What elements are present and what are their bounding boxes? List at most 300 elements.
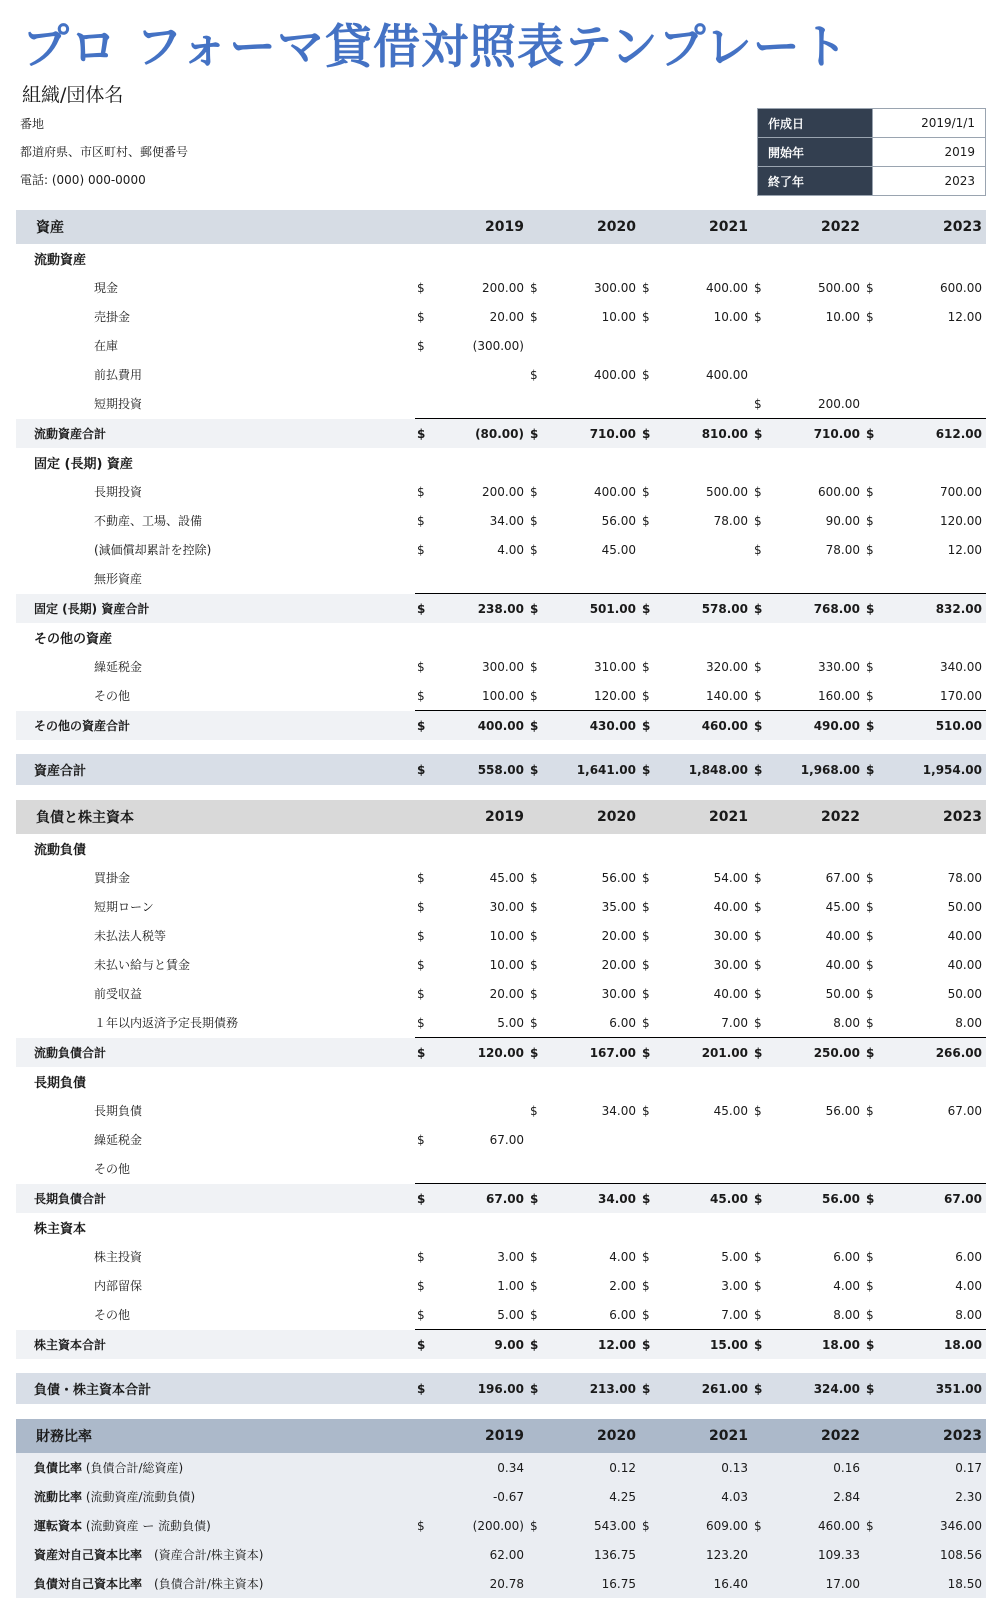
value-cell[interactable]: 170.00 — [940, 688, 982, 703]
value-cell[interactable]: 400.00 — [594, 367, 636, 382]
currency-symbol — [640, 389, 656, 419]
value-cell[interactable]: 612.00 — [880, 419, 986, 449]
value-cell[interactable]: 109.33 — [768, 1540, 864, 1569]
value-cell[interactable]: 200.00 — [818, 396, 860, 411]
year-header: 2020 — [528, 210, 640, 244]
value-cell[interactable]: 10.00 — [713, 309, 748, 324]
value-cell[interactable]: 136.75 — [544, 1540, 640, 1569]
value-cell[interactable]: 7.00 — [721, 1307, 748, 1322]
currency-symbol: $ — [642, 899, 650, 914]
value-cell[interactable]: 20.78 — [431, 1569, 528, 1598]
value-cell[interactable] — [544, 1154, 640, 1184]
value-cell[interactable]: 167.00 — [544, 1038, 640, 1068]
value-cell[interactable]: 460.00 — [656, 711, 752, 741]
value-cell[interactable]: 10.00 — [825, 309, 860, 324]
info-label: 終了年 — [758, 167, 873, 196]
total-label: 資産合計 — [16, 754, 415, 786]
value-cell[interactable]: 4.00 — [497, 542, 524, 557]
currency-symbol: $ — [528, 754, 544, 786]
year-header: 2023 — [864, 210, 986, 244]
value-cell[interactable]: 340.00 — [940, 659, 982, 674]
value-cell[interactable] — [880, 331, 986, 360]
spacer-row — [16, 740, 986, 754]
ratio-row — [16, 1511, 986, 1540]
line-item-label: 長期投資 — [94, 485, 143, 499]
currency-symbol: $ — [640, 711, 656, 741]
value-cell[interactable]: 50.00 — [825, 986, 860, 1001]
currency-symbol: $ — [640, 1511, 656, 1540]
value-cell[interactable]: 238.00 — [431, 594, 528, 624]
value-cell[interactable]: 213.00 — [544, 1373, 640, 1405]
value-cell[interactable]: 609.00 — [656, 1511, 752, 1540]
info-label: 開始年 — [758, 138, 873, 167]
value-cell[interactable]: 120.00 — [431, 1038, 528, 1068]
value-cell[interactable]: 45.00 — [825, 899, 860, 914]
line-item-row — [16, 477, 986, 506]
value-cell[interactable]: 4.00 — [955, 1278, 982, 1293]
line-item-label: 長期負債 — [94, 1104, 143, 1118]
currency-symbol: $ — [754, 513, 762, 528]
value-cell[interactable] — [656, 1154, 752, 1184]
value-cell[interactable]: 16.75 — [544, 1569, 640, 1598]
currency-symbol: $ — [866, 870, 874, 885]
currency-symbol — [640, 1569, 656, 1598]
value-cell[interactable]: 200.00 — [482, 484, 524, 499]
value-cell[interactable]: 56.00 — [825, 1103, 860, 1118]
value-cell[interactable]: 510.00 — [880, 711, 986, 741]
ratio-formula: (負債合計/総資産) — [82, 1461, 184, 1475]
year-header: 2021 — [640, 1419, 752, 1453]
page-title: プロ フォーマ貸借対照表テンプレート — [22, 20, 849, 75]
currency-symbol: $ — [642, 1278, 650, 1293]
line-item-row — [16, 331, 986, 360]
category-title: その他の資産 — [34, 632, 113, 647]
ratio-formula: (資産合計/株主資本) — [142, 1548, 264, 1562]
value-cell[interactable]: 460.00 — [768, 1511, 864, 1540]
line-item-label: 未払法人税等 — [94, 929, 167, 943]
value-cell[interactable]: 7.00 — [721, 1015, 748, 1030]
value-cell[interactable]: 45.00 — [601, 542, 636, 557]
value-cell[interactable]: 300.00 — [482, 659, 524, 674]
value-cell[interactable]: 67.00 — [947, 1103, 982, 1118]
value-cell[interactable]: 346.00 — [880, 1511, 986, 1540]
value-cell[interactable]: 34.00 — [489, 513, 524, 528]
value-cell[interactable] — [544, 389, 640, 419]
value-cell[interactable]: 20.00 — [489, 986, 524, 1001]
value-cell[interactable]: 0.17 — [880, 1453, 986, 1482]
currency-symbol: $ — [754, 1249, 762, 1264]
value-cell[interactable]: 4.00 — [833, 1278, 860, 1293]
value-cell[interactable]: 543.00 — [544, 1511, 640, 1540]
value-cell[interactable]: 2.30 — [880, 1482, 986, 1511]
value-cell[interactable] — [880, 360, 986, 389]
info-value[interactable]: 2023 — [873, 167, 986, 196]
subtotal-label: 株主資本合計 — [16, 1330, 415, 1360]
value-cell[interactable]: 9.00 — [431, 1330, 528, 1360]
value-cell[interactable] — [656, 535, 752, 564]
currency-symbol — [415, 389, 431, 419]
value-cell[interactable]: 201.00 — [656, 1038, 752, 1068]
value-cell[interactable] — [656, 331, 752, 360]
currency-symbol: $ — [642, 1103, 650, 1118]
currency-symbol: $ — [866, 542, 874, 557]
currency-symbol — [528, 564, 544, 594]
value-cell[interactable]: 18.00 — [880, 1330, 986, 1360]
value-cell[interactable]: 1,848.00 — [656, 754, 752, 786]
value-cell[interactable] — [880, 389, 986, 419]
line-item-row — [16, 1271, 986, 1300]
currency-symbol: $ — [417, 484, 425, 499]
value-cell[interactable]: 120.00 — [940, 513, 982, 528]
line-item-row — [16, 1242, 986, 1271]
line-item-label: 未払い給与と賃金 — [94, 958, 191, 972]
ratio-row — [16, 1569, 986, 1598]
currency-symbol — [415, 360, 431, 389]
line-item-row — [16, 921, 986, 950]
value-cell[interactable] — [431, 360, 528, 389]
currency-symbol: $ — [415, 1511, 431, 1540]
value-cell[interactable] — [431, 1096, 528, 1125]
value-cell[interactable]: (80.00) — [431, 419, 528, 449]
value-cell[interactable]: 430.00 — [544, 711, 640, 741]
value-cell[interactable]: 56.00 — [768, 1184, 864, 1214]
value-cell[interactable]: 320.00 — [706, 659, 748, 674]
subtotal-label: 流動資産合計 — [16, 419, 415, 449]
currency-symbol — [415, 1096, 431, 1125]
value-cell[interactable]: 400.00 — [706, 367, 748, 382]
value-cell[interactable]: 2.00 — [609, 1278, 636, 1293]
currency-symbol: $ — [530, 513, 538, 528]
value-cell[interactable]: 3.00 — [497, 1249, 524, 1264]
value-cell[interactable]: 30.00 — [601, 986, 636, 1001]
value-cell[interactable]: 700.00 — [940, 484, 982, 499]
value-cell[interactable]: 8.00 — [955, 1307, 982, 1322]
subtotal-row — [16, 594, 986, 624]
value-cell[interactable]: 0.16 — [768, 1453, 864, 1482]
currency-symbol: $ — [417, 309, 425, 324]
value-cell[interactable]: 1,954.00 — [880, 754, 986, 786]
value-cell[interactable]: 500.00 — [818, 280, 860, 295]
value-cell[interactable]: 5.00 — [497, 1015, 524, 1030]
value-cell[interactable]: 67.00 — [489, 1132, 524, 1147]
org-name: 組織/団体名 — [22, 84, 124, 106]
value-cell[interactable]: 4.00 — [609, 1249, 636, 1264]
spacer-cell — [16, 1359, 986, 1373]
value-cell[interactable]: 18.00 — [768, 1330, 864, 1360]
value-cell[interactable]: 62.00 — [431, 1540, 528, 1569]
value-cell[interactable]: 330.00 — [818, 659, 860, 674]
value-cell[interactable]: 1,968.00 — [768, 754, 864, 786]
value-cell[interactable]: 108.56 — [880, 1540, 986, 1569]
year-header: 2023 — [864, 800, 986, 834]
line-item-row — [16, 979, 986, 1008]
info-row-created — [758, 109, 986, 138]
value-cell[interactable]: 300.00 — [594, 280, 636, 295]
value-cell[interactable]: 5.00 — [721, 1249, 748, 1264]
value-cell[interactable]: 30.00 — [713, 957, 748, 972]
subtotal-label: 長期負債合計 — [16, 1184, 415, 1214]
value-cell[interactable]: 50.00 — [947, 899, 982, 914]
value-cell[interactable]: 12.00 — [947, 542, 982, 557]
value-cell[interactable]: 40.00 — [713, 899, 748, 914]
currency-symbol: $ — [864, 711, 880, 741]
subtotal-row — [16, 711, 986, 741]
value-cell[interactable]: 578.00 — [656, 594, 752, 624]
value-cell[interactable]: 67.00 — [431, 1184, 528, 1214]
currency-symbol — [640, 1125, 656, 1154]
city-line: 都道府県、市区町村、郵便番号 — [20, 145, 189, 159]
value-cell[interactable]: 54.00 — [713, 870, 748, 885]
value-cell[interactable]: 6.00 — [955, 1249, 982, 1264]
currency-symbol — [864, 1569, 880, 1598]
currency-symbol — [864, 1125, 880, 1154]
value-cell[interactable] — [768, 564, 864, 594]
value-cell[interactable] — [768, 1125, 864, 1154]
value-cell[interactable]: 78.00 — [947, 870, 982, 885]
value-cell[interactable]: 4.25 — [544, 1482, 640, 1511]
value-cell[interactable]: 30.00 — [489, 899, 524, 914]
value-cell[interactable] — [656, 389, 752, 419]
value-cell[interactable]: 20.00 — [489, 309, 524, 324]
value-cell[interactable]: 123.20 — [656, 1540, 752, 1569]
currency-symbol: $ — [642, 1307, 650, 1322]
currency-symbol: $ — [530, 1307, 538, 1322]
value-cell[interactable]: 45.00 — [489, 870, 524, 885]
value-cell[interactable]: 310.00 — [594, 659, 636, 674]
value-cell[interactable]: 0.34 — [431, 1453, 528, 1482]
currency-symbol: $ — [866, 957, 874, 972]
value-cell[interactable]: 490.00 — [768, 711, 864, 741]
value-cell[interactable] — [431, 564, 528, 594]
currency-symbol: $ — [864, 1330, 880, 1360]
phone-line: 電話: (000) 000-0000 — [20, 173, 146, 187]
value-cell[interactable]: 20.00 — [601, 928, 636, 943]
value-cell[interactable]: 34.00 — [601, 1103, 636, 1118]
value-cell[interactable]: 8.00 — [833, 1307, 860, 1322]
line-item-row — [16, 273, 986, 302]
info-value[interactable]: 2019/1/1 — [873, 109, 986, 138]
value-cell[interactable]: 12.00 — [947, 309, 982, 324]
value-cell[interactable]: 40.00 — [947, 928, 982, 943]
value-cell[interactable] — [431, 389, 528, 419]
value-cell[interactable] — [768, 360, 864, 389]
value-cell[interactable] — [431, 1154, 528, 1184]
value-cell[interactable]: 351.00 — [880, 1373, 986, 1405]
value-cell[interactable]: 5.00 — [497, 1307, 524, 1322]
value-cell[interactable]: 56.00 — [601, 513, 636, 528]
currency-symbol: $ — [528, 1038, 544, 1068]
currency-symbol: $ — [530, 957, 538, 972]
value-cell[interactable]: 3.00 — [721, 1278, 748, 1293]
value-cell[interactable]: 261.00 — [656, 1373, 752, 1405]
year-header: 2021 — [640, 800, 752, 834]
currency-symbol: $ — [754, 484, 762, 499]
value-cell[interactable] — [656, 1125, 752, 1154]
value-cell[interactable]: (200.00) — [431, 1511, 528, 1540]
value-cell[interactable]: 558.00 — [431, 754, 528, 786]
value-cell[interactable]: 78.00 — [825, 542, 860, 557]
value-cell[interactable]: 40.00 — [825, 957, 860, 972]
value-cell[interactable]: 324.00 — [768, 1373, 864, 1405]
value-cell[interactable]: 8.00 — [833, 1015, 860, 1030]
currency-symbol: $ — [530, 870, 538, 885]
currency-symbol: $ — [864, 1373, 880, 1405]
section-title: 資産 — [16, 210, 415, 244]
value-cell[interactable]: 16.40 — [656, 1569, 752, 1598]
value-cell[interactable]: 17.00 — [768, 1569, 864, 1598]
value-cell[interactable]: 90.00 — [825, 513, 860, 528]
currency-symbol: $ — [752, 594, 768, 624]
value-cell[interactable]: 600.00 — [818, 484, 860, 499]
value-cell[interactable]: 56.00 — [601, 870, 636, 885]
value-cell[interactable]: 400.00 — [431, 711, 528, 741]
value-cell[interactable]: 6.00 — [609, 1307, 636, 1322]
value-cell[interactable]: 832.00 — [880, 594, 986, 624]
currency-symbol: $ — [754, 396, 762, 411]
line-item-label: 在庫 — [94, 339, 119, 353]
value-cell[interactable] — [768, 331, 864, 360]
value-cell[interactable]: 2.84 — [768, 1482, 864, 1511]
value-cell[interactable] — [880, 1125, 986, 1154]
value-cell[interactable] — [880, 564, 986, 594]
value-cell[interactable]: 200.00 — [482, 280, 524, 295]
currency-symbol: $ — [528, 594, 544, 624]
currency-symbol: $ — [866, 1307, 874, 1322]
value-cell[interactable]: 1.00 — [497, 1278, 524, 1293]
value-cell[interactable]: 400.00 — [594, 484, 636, 499]
value-cell[interactable]: 600.00 — [940, 280, 982, 295]
value-cell[interactable]: 40.00 — [825, 928, 860, 943]
value-cell[interactable]: 45.00 — [656, 1184, 752, 1214]
value-cell[interactable]: 40.00 — [713, 986, 748, 1001]
value-cell[interactable]: 78.00 — [713, 513, 748, 528]
info-value[interactable]: 2019 — [873, 138, 986, 167]
currency-symbol: $ — [754, 928, 762, 943]
value-cell[interactable]: 6.00 — [609, 1015, 636, 1030]
subtotal-row — [16, 1330, 986, 1360]
currency-symbol: $ — [640, 1373, 656, 1405]
value-cell[interactable]: 196.00 — [431, 1373, 528, 1405]
line-item-label: 買掛金 — [94, 871, 131, 885]
currency-symbol: $ — [415, 1184, 431, 1214]
currency-symbol: $ — [530, 484, 538, 499]
value-cell[interactable]: 768.00 — [768, 594, 864, 624]
value-cell[interactable] — [544, 564, 640, 594]
value-cell[interactable]: 120.00 — [594, 688, 636, 703]
currency-symbol: $ — [417, 1307, 425, 1322]
line-item-row — [16, 360, 986, 389]
value-cell[interactable]: 810.00 — [656, 419, 752, 449]
currency-symbol: $ — [754, 542, 762, 557]
value-cell[interactable]: 6.00 — [833, 1249, 860, 1264]
value-cell[interactable] — [544, 331, 640, 360]
currency-symbol: $ — [415, 1038, 431, 1068]
line-item-label: その他 — [94, 1162, 131, 1177]
currency-symbol: $ — [530, 659, 538, 674]
value-cell[interactable]: 8.00 — [955, 1015, 982, 1030]
line-item-label: 短期ローン — [94, 900, 154, 914]
value-cell[interactable]: 10.00 — [489, 957, 524, 972]
value-cell[interactable]: 500.00 — [706, 484, 748, 499]
value-cell[interactable]: 160.00 — [818, 688, 860, 703]
spacer-row — [16, 786, 986, 801]
currency-symbol: $ — [528, 711, 544, 741]
value-cell[interactable]: 10.00 — [489, 928, 524, 943]
currency-symbol — [752, 1482, 768, 1511]
spacer-row — [16, 1405, 986, 1420]
currency-symbol — [415, 1453, 431, 1482]
currency-symbol: $ — [866, 513, 874, 528]
value-cell[interactable] — [656, 564, 752, 594]
value-cell[interactable]: 67.00 — [825, 870, 860, 885]
currency-symbol — [752, 1569, 768, 1598]
value-cell[interactable]: 4.03 — [656, 1482, 752, 1511]
currency-symbol: $ — [642, 957, 650, 972]
year-header: 2019 — [415, 1419, 528, 1453]
value-cell[interactable]: 501.00 — [544, 594, 640, 624]
value-cell[interactable]: (300.00) — [472, 338, 524, 353]
line-item-label: 株主投資 — [94, 1250, 143, 1264]
spacer-cell — [16, 740, 986, 754]
value-cell[interactable]: 1,641.00 — [544, 754, 640, 786]
currency-symbol — [640, 1154, 656, 1184]
currency-symbol: $ — [415, 711, 431, 741]
line-item-row — [16, 389, 986, 419]
currency-symbol: $ — [752, 1184, 768, 1214]
value-cell[interactable]: 100.00 — [482, 688, 524, 703]
line-item-label: 無形資産 — [94, 572, 143, 587]
currency-symbol: $ — [640, 1038, 656, 1068]
value-cell[interactable]: 400.00 — [706, 280, 748, 295]
currency-symbol: $ — [417, 280, 425, 295]
value-cell[interactable]: 35.00 — [601, 899, 636, 914]
currency-symbol — [864, 360, 880, 389]
value-cell[interactable]: 140.00 — [706, 688, 748, 703]
value-cell[interactable] — [544, 1125, 640, 1154]
value-cell[interactable]: -0.67 — [431, 1482, 528, 1511]
value-cell[interactable]: 30.00 — [713, 928, 748, 943]
value-cell[interactable]: 0.12 — [544, 1453, 640, 1482]
currency-symbol — [864, 564, 880, 594]
currency-symbol — [640, 564, 656, 594]
value-cell[interactable]: 50.00 — [947, 986, 982, 1001]
line-item-row — [16, 564, 986, 594]
category-title: 長期負債 — [34, 1076, 87, 1091]
currency-symbol: $ — [640, 594, 656, 624]
value-cell[interactable]: 266.00 — [880, 1038, 986, 1068]
value-cell[interactable]: 0.13 — [656, 1453, 752, 1482]
value-cell[interactable]: 710.00 — [544, 419, 640, 449]
ratio-label — [16, 1540, 415, 1569]
value-cell[interactable]: 10.00 — [601, 309, 636, 324]
value-cell[interactable] — [880, 1154, 986, 1184]
category-title: 流動負債 — [34, 843, 87, 858]
value-cell[interactable]: 18.50 — [880, 1569, 986, 1598]
value-cell[interactable]: 710.00 — [768, 419, 864, 449]
value-cell[interactable]: 15.00 — [656, 1330, 752, 1360]
value-cell[interactable]: 12.00 — [544, 1330, 640, 1360]
line-item-row — [16, 1096, 986, 1125]
value-cell[interactable]: 250.00 — [768, 1038, 864, 1068]
currency-symbol: $ — [866, 688, 874, 703]
value-cell[interactable]: 67.00 — [880, 1184, 986, 1214]
value-cell[interactable]: 20.00 — [601, 957, 636, 972]
value-cell[interactable]: 45.00 — [713, 1103, 748, 1118]
value-cell[interactable] — [768, 1154, 864, 1184]
value-cell[interactable]: 40.00 — [947, 957, 982, 972]
value-cell[interactable]: 34.00 — [544, 1184, 640, 1214]
ratio-formula: (流動資産 ー 流動負債) — [82, 1519, 211, 1533]
